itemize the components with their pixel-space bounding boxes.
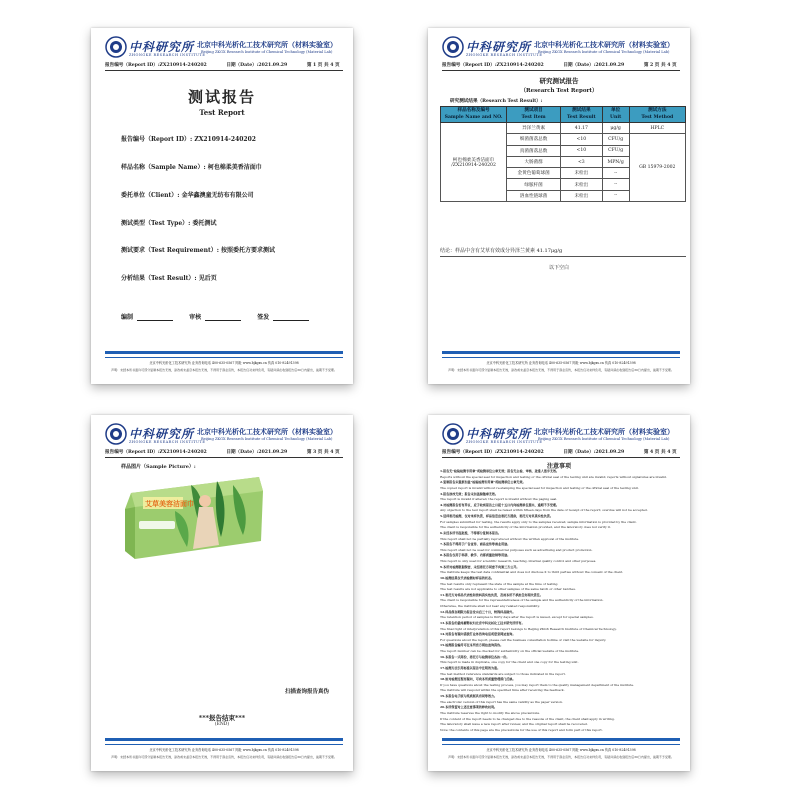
footer-bar [442,738,680,741]
brand-logo-subtext: ZHONGKE RESEARCH INSTITUTE [466,53,543,57]
precaution-line: The report is invalid if altered; the report is invalid without the paging seal. [440,497,558,502]
col-header-method: 测试方法 Test Method [629,107,685,123]
cell-result: 未检出 [561,179,603,190]
institute-seal-icon [105,36,127,58]
precaution-line: Any objection to the test report shall be raised within fifteen days from the date of receipt of the report; overdue will not be accepted. [440,508,648,513]
precaution-line: 10.检测结果仅代表检测时样品的状态。 [440,575,495,580]
precaution-line: The test results only represent the state of the sample at the time of testing. [440,581,559,586]
institute-seal-icon [442,36,464,58]
precaution-line: If the content of the report needs to be changed due to the reasons of the client, the client shall apply in writing. [440,716,615,721]
page-number: 第 2 页 共 4 页 [643,63,677,68]
precaution-line: Note: the contents of this page are the precautions for the use of this report and form part of this report. [440,727,603,732]
cell-method: HPLC [629,123,685,134]
table-row [441,123,686,134]
report-end-text: ***报告结束*** [198,714,246,722]
footer-address: 北京中科光析化工技术研究所 业务咨询电话 400-635-0567 网址 www.bjkgxs.cn 传真 010-82491398 [486,748,636,752]
institute-name-cn: 北京中科光析化工技术研究所（材料实验室） [534,427,674,436]
report-meta-line [105,62,343,68]
cell-unit: CFU/g [602,145,629,156]
sample-picture-label: 样品图片（Sample Picture）: [121,464,196,470]
precaution-line: Otherwise, the institute shall not bear any related responsibility. [440,604,540,608]
sign-label-review: 审核 [189,314,202,321]
report-date: 日期（Date）:2021.09.29 [563,450,625,455]
cell-sample: 柯也棉柔美香洁面巾 /ZX210914-240202 [441,123,507,202]
footer-address: 北京中科光析化工技术研究所 业务咨询电话 400-635-0567 网址 www.bjkgxs.cn 传真 010-82491398 [149,748,299,752]
precaution-line: 19.本报告电子版与纸质版具有同等效力。 [440,694,498,698]
report-date: 日期（Date）:2021.09.29 [226,63,288,68]
precaution-line: The institute will respond within the specified time after receiving the feedback. [440,688,565,693]
page-subtitle: （Research Test Report） [520,88,598,94]
precaution-line: For samples submitted for testing, the results apply only to the samples received; sample information is provided by the client. [440,519,637,524]
precaution-line: The retention period of samples is thirty days after the report is issued, except for special samples. [440,615,594,620]
report-meta-line [442,449,680,455]
precaution-line: 12.样品保存期限为报告发出后三十日，特殊样品除外。 [440,609,516,614]
col-header-result: 测试结果 Test Result [561,107,603,123]
cell-unit: μg/g [602,123,629,134]
precaution-line: Reports without the special seal for inspection and testing or the official seal of the testing unit are invalid; reports without signatures are invalid. [440,474,667,479]
precaution-line: For questions about the report, please call the business consultation hotline or visit the website for inquiry. [440,637,607,642]
precaution-line: The test results are not applicable to other samples of the same batch or other batches. [440,587,576,592]
result-section-label: 研究测试结果（Research Test Result）: [450,99,543,104]
brand-logo-text: 中科研究所 [129,427,195,441]
report-date: 日期（Date）:2021.09.29 [563,63,625,68]
footer-address: 北京中科光析化工技术研究所 业务咨询电话 400-635-0567 网址 www.bjkgxs.cn 传真 010-82491398 [486,361,636,365]
precaution-line: This report is made in duplicate, one copy for the client and one copy for the testing unit. [440,660,579,665]
precaution-line: 11.委托方对样品代表性和资料真实性负责，否则本所不承担任何相关责任。 [440,592,543,597]
footer-bar [442,351,680,354]
precaution-line: The institute reserves the right to modify the above precautions. [440,710,541,715]
page-number: 第 1 页 共 4 页 [306,63,340,68]
cell-item: 真菌菌落总数 [507,145,561,156]
header-rule [105,457,343,458]
institute-seal-icon [442,423,464,445]
footer-bar [105,351,343,354]
brand-logo-text: 中科研究所 [466,40,532,54]
sign-label-issue: 签发 [257,314,270,321]
conclusion-text: 结论：样品中含有艾草有效成分异泽兰黄素 41.17μg/g [440,248,563,254]
sign-label-compile: 编制 [121,314,134,321]
brand-logo-subtext: ZHONGKE RESEARCH INSTITUTE [129,440,206,444]
precaution-line: 5.送样委托检测，仅对来样负责，样品信息由委托方提供，委托方对其真实性负责。 [440,514,553,518]
precaution-line: 15.检测报告编号可在本所官方网站查询真伪。 [440,643,504,648]
page-title: 研究测试报告 [539,77,579,85]
cell-result: <10 [561,134,603,145]
cell-unit: -- [602,168,629,179]
cell-unit: CFU/g [602,134,629,145]
precaution-line: The final right of interpretation of this report belongs to Beijing ZKGX Research Institute of Chemical Technology. [440,626,617,631]
footer-bar-thin [105,357,343,358]
institute-name-en: Beijing ZKGX Research Institute of Chemical Technology (Material Lab) [201,437,333,441]
institute-name-en: Beijing ZKGX Research Institute of Chemical Technology (Material Lab) [201,50,333,54]
col-header-sample: 样品名称及编号 Sample Name and NO. [441,107,507,123]
page-number: 第 4 页 共 4 页 [643,450,677,455]
field-test-type: 测试类型（Test Type）: 委托测试 [121,220,217,227]
precaution-line: 13.本报告的最终解释权归北京中科光析化工技术研究所所有。 [440,620,525,625]
institute-name-en: Beijing ZKGX Research Institute of Chemical Technology (Material Lab) [538,437,670,441]
precaution-line: 8.本报告仅用于科研、教学、内部质量控制等用途。 [440,553,511,558]
precaution-line: This report is only used for scientific research, teaching, internal quality control and other purposes. [440,559,597,563]
institute-name-en: Beijing ZKGX Research Institute of Chemical Technology (Material Lab) [538,50,670,54]
cell-item: 异泽兰黄素 [507,123,561,134]
cell-result: <10 [561,145,603,156]
sample-product-photo [121,471,265,562]
institute-name-cn: 北京中科光析化工技术研究所（材料实验室） [197,427,337,436]
page-subtitle: Test Report [199,108,245,117]
report-page-3 [91,415,353,771]
cell-result: 未检出 [561,190,603,201]
footer-address: 北京中科光析化工技术研究所 业务咨询电话 400-635-0567 网址 www.bjkgxs.cn 传真 010-82491398 [149,361,299,365]
report-date: 日期（Date）:2021.09.29 [226,450,288,455]
brand-logo-subtext: ZHONGKE RESEARCH INSTITUTE [466,440,543,444]
field-report-id: 报告编号（Report ID）: ZX210914-240202 [121,136,256,143]
cell-item: 溶血性链球菌 [507,190,561,201]
institute-name-cn: 北京中科光析化工技术研究所（材料实验室） [197,40,337,49]
precaution-line: This report shall not be partially reproduced without the written approval of the institute. [440,536,580,541]
precaution-line: 3.报告涂改无效；报告未加盖骑缝章无效。 [440,491,499,496]
institute-name-cn: 北京中科光析化工技术研究所（材料实验室） [534,40,674,49]
signature-row [121,312,323,321]
institute-seal-icon [105,423,127,445]
cell-item: 绿脓杆菌 [507,179,561,190]
cell-result: 未检出 [561,168,603,179]
page-number: 第 3 页 共 4 页 [306,450,340,455]
report-id: 报告编号（Report ID）:ZX210914-240202 [105,63,207,68]
precaution-line: 16.本报告一式两份，委托方与检测单位各执一份。 [440,654,510,659]
precaution-line: The test method reference standards are subject to those indicated in the report. [440,671,566,676]
cell-method: GB 15979-2002 [629,134,685,202]
precaution-line: The institute keeps the test data confidential and does not disclose it to third parties without the consent of the client. [440,570,624,575]
col-header-item: 测试项目 Test Item [507,107,561,123]
report-id: 报告编号（Report ID）:ZX210914-240202 [442,63,544,68]
footer-bar-thin [105,744,343,745]
precaution-line: 1.报告无"检验检测专用章"或检测单位公章无效；报告无主检、审核、批准人签字无效。 [440,469,560,473]
cell-unit: MPN/g [602,156,629,167]
cell-result: <3 [561,156,603,167]
brand-logo-subtext: ZHONGKE RESEARCH INSTITUTE [129,53,206,57]
footer-note: 声明：未经本所书面许可部分复制本报告无效，涂改或未盖章本报告无效，不得用于商业宣传，本报告仅对来样负责，有疑问请在收到报告后30日内提出，逾期不予受理。 [448,755,674,759]
result-table [440,106,686,202]
precaution-line: 17.检测方法引用标准以报告中注明的为准。 [440,665,501,670]
field-test-requirement: 测试要求（Test Requirement）: 按照委托方要求测试 [121,247,276,254]
footer-note: 声明：未经本所书面许可部分复制本报告无效，涂改或未盖章本报告无效，不得用于商业宣传，本报告仅对来样负责，有疑问请在收到报告后30日内提出，逾期不予受理。 [448,368,674,372]
product-package-text: 艾草美容洁面巾 [145,500,194,508]
footer-bar-thin [442,357,680,358]
col-header-unit: 单位 Unit [602,107,629,123]
report-id: 报告编号（Report ID）:ZX210914-240202 [442,450,544,455]
precaution-line: 20.本所保留对上述注意事项的修改权利。 [440,705,498,710]
cell-result: 41.17 [561,123,603,134]
report-meta-line [442,62,680,68]
precaution-line: The electronic version of this report has the same validity as the paper version. [440,699,563,704]
table-header-row [441,107,686,123]
report-page-2 [428,28,690,384]
footer-bar-thin [442,744,680,745]
precaution-line: 2.复制报告未重新加盖"检验检测专用章"或检测单位公章无效。 [440,480,526,485]
precaution-line: 14.对报告有疑问请拨打业务咨询电话或登录网站查询。 [440,632,516,637]
precaution-line: The client is responsible for the authenticity of the information provided, and the laboratory does not verify it. [440,525,611,530]
footer-bar [105,738,343,741]
scan-verify-text: 扫描查询报告真伪 [284,689,329,695]
cell-unit: -- [602,190,629,201]
precaution-line: 4.对检测报告若有异议，应于收到报告之日起十五日内向检测单位提出，逾期不予受理。 [440,502,559,507]
brand-logo-text: 中科研究所 [466,427,532,441]
header-rule [442,70,680,71]
precaution-line: 9.本所对检测数据保密，未经委托方同意不向第三方公开。 [440,564,520,569]
field-sample-name: 样品名称（Sample Name）: 柯也棉柔美香洁面巾 [121,164,262,171]
cell-item: 细菌菌落总数 [507,134,561,145]
precaution-line: The client is responsible for the representativeness of the sample and the authenticity of the information. [440,598,604,603]
precaution-line: The report number can be checked for authenticity on the official website of the institute. [440,649,580,653]
precaution-line: This report shall not be used for commercial purposes such as advertising and product promotion. [440,547,593,552]
precaution-line: The laboratory shall issue a new report after review, and the original report shall be recovered. [440,722,588,727]
field-test-result: 分析结果（Test Result）: 见后页 [121,275,217,282]
precaution-line: If you have questions about the testing process, you may report them to the quality management department of the institute. [440,682,634,687]
conclusion-rule [440,256,686,257]
precautions-text-block [440,469,678,733]
precaution-line: 7.本报告不得用于广告宣传、商品宣传等商业用途。 [440,542,511,547]
report-meta-line [105,449,343,455]
header-rule [442,457,680,458]
header-rule [105,70,343,71]
page-title: 注意事项 [546,463,571,470]
report-id: 报告编号（Report ID）:ZX210914-240202 [105,450,207,455]
report-page-4 [428,415,690,771]
precaution-line: The copied report is invalid without re-stamping the special seal for inspection and testing or the official seal of the testing unit. [440,485,639,490]
cell-item: 金黄色葡萄球菌 [507,168,561,179]
cell-item: 大肠菌群 [507,156,561,167]
field-client: 委托单位（Client）: 金华鑫澳童无纺布有限公司 [121,192,254,199]
cell-unit: -- [602,179,629,190]
blank-below-text: 以下空白 [548,265,569,271]
precaution-line: 6.未经本所书面批准，不得部分复制本报告。 [440,530,502,535]
brand-logo-text: 中科研究所 [129,40,195,54]
report-end-text-en: (END) [214,722,230,727]
footer-note: 声明：未经本所书面许可部分复制本报告无效，涂改或未盖章本报告无效，不得用于商业宣传，本报告仅对来样负责，有疑问请在收到报告后30日内提出，逾期不予受理。 [111,368,337,372]
precaution-line: 18.如对检测过程有疑问，可向本所质量管理部门反映。 [440,677,516,682]
footer-note: 声明：未经本所书面许可部分复制本报告无效，涂改或未盖章本报告无效，不得用于商业宣传，本报告仅对来样负责，有疑问请在收到报告后30日内提出，逾期不予受理。 [111,755,337,759]
report-page-1 [91,28,353,384]
page-title: 测试报告 [187,88,256,106]
